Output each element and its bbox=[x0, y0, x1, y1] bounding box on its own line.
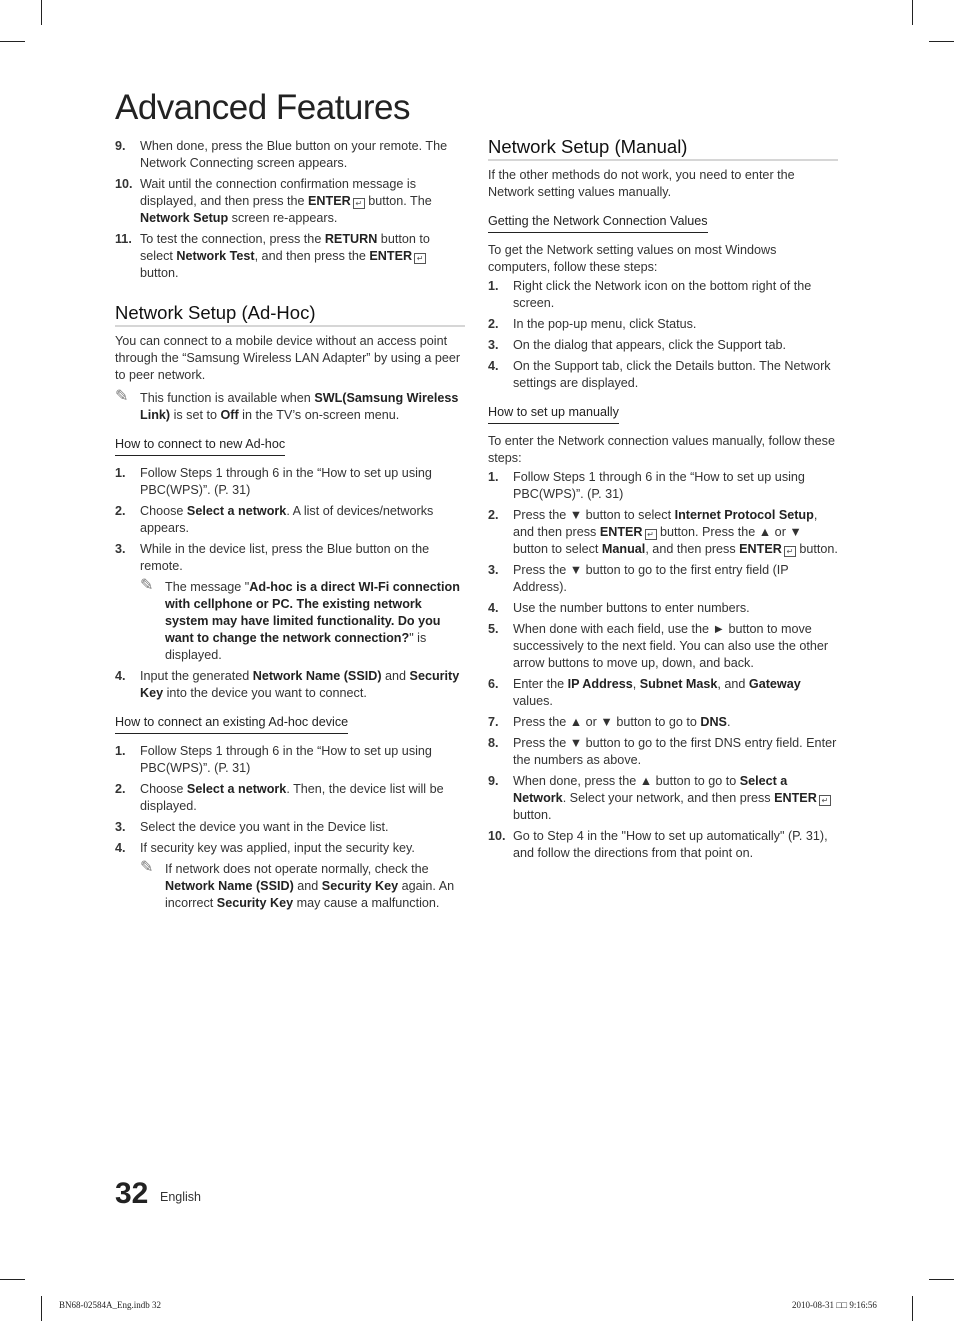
step-number: 4. bbox=[488, 601, 499, 615]
text: Follow Steps 1 through 6 in the “How to set up using PBC(WPS)”. (P. 31) bbox=[140, 744, 432, 775]
step-text bbox=[513, 337, 838, 354]
step-number: 1. bbox=[488, 279, 499, 293]
step-number: 3. bbox=[488, 563, 499, 577]
text: , and then press bbox=[513, 508, 818, 539]
crop-mark bbox=[912, 0, 913, 25]
bold-text: Ad-hoc is a direct WI-Fi connection with cellphone or PC. The existing network system may have limited functionality. Do you want to change the network connection? bbox=[165, 580, 460, 645]
crop-mark bbox=[929, 1279, 954, 1280]
manual-intro: If the other methods do not work, you need to enter the Network setting values manually. bbox=[488, 168, 795, 199]
bold-text: ENTER bbox=[599, 525, 643, 539]
step-text bbox=[140, 465, 465, 499]
step-text bbox=[513, 621, 838, 672]
note-text bbox=[165, 862, 454, 910]
enter-icon: ↵ bbox=[353, 198, 365, 209]
text: , bbox=[632, 677, 640, 691]
crop-mark bbox=[41, 1296, 42, 1321]
new-adhoc-steps bbox=[115, 465, 465, 702]
list-item bbox=[488, 676, 838, 710]
setup-manually-intro: To enter the Network connection values manually, follow these steps: bbox=[488, 434, 835, 465]
step-note bbox=[140, 861, 465, 912]
step-text bbox=[513, 562, 838, 596]
step-number: 1. bbox=[115, 466, 126, 480]
text: button. bbox=[795, 542, 838, 556]
text: This function is available when bbox=[140, 391, 315, 405]
list-item bbox=[488, 621, 838, 672]
text: Press the ▼ button to select bbox=[513, 508, 675, 522]
text: . A list of devices/networks appears. bbox=[140, 504, 434, 535]
existing-adhoc-heading: How to connect an existing Ad-hoc device bbox=[115, 714, 348, 734]
bold-text: Security Key bbox=[321, 879, 399, 893]
enter-icon: ↵ bbox=[414, 253, 426, 264]
pencil-icon: ✎ bbox=[115, 388, 129, 405]
get-values-steps bbox=[488, 278, 838, 392]
step-text bbox=[513, 507, 838, 558]
crop-mark bbox=[0, 1279, 25, 1280]
step-text bbox=[140, 231, 465, 282]
list-item bbox=[115, 668, 465, 702]
list-item bbox=[115, 503, 465, 537]
page-number: 32 bbox=[115, 1177, 149, 1210]
text: " is displayed. bbox=[165, 631, 427, 662]
step-number: 1. bbox=[115, 744, 126, 758]
text: values. bbox=[513, 694, 553, 708]
note-text bbox=[140, 391, 458, 422]
list-item bbox=[488, 562, 838, 596]
step-text bbox=[140, 503, 465, 537]
text: and bbox=[293, 879, 322, 893]
step-text bbox=[513, 735, 838, 769]
text: When done, press the ▲ button to go to bbox=[513, 774, 740, 788]
step-text bbox=[140, 819, 465, 836]
list-item bbox=[115, 840, 465, 912]
pencil-icon: ✎ bbox=[140, 859, 154, 876]
text: may cause a malfunction. bbox=[293, 896, 440, 910]
bold-text: Select a Network bbox=[513, 774, 788, 805]
list-item bbox=[115, 819, 465, 836]
bold-text: Subnet Mask bbox=[639, 677, 718, 691]
manual-heading: Network Setup (Manual) bbox=[488, 138, 838, 161]
step-number: 1. bbox=[488, 470, 499, 484]
text: Choose bbox=[140, 782, 187, 796]
list-item bbox=[115, 465, 465, 499]
step-number: 4. bbox=[488, 359, 499, 373]
step-number: 10. bbox=[488, 829, 506, 843]
text: Go to Step 4 in the "How to set up automatically" (P. 31), and follow the directions from that point on. bbox=[513, 829, 828, 860]
text: button. bbox=[513, 808, 552, 822]
slug-file: BN68-02584A_Eng.indb 32 bbox=[59, 1300, 161, 1310]
step-number: 3. bbox=[115, 820, 126, 834]
adhoc-intro: You can connect to a mobile device without an access point through the “Samsung Wireless LAN Adapter” by using a peer to peer network. bbox=[115, 334, 461, 382]
crop-mark bbox=[0, 41, 25, 42]
text: On the Support tab, click the Details button. The Network settings are displayed. bbox=[513, 359, 831, 390]
list-item bbox=[488, 714, 838, 731]
bold-text: Network Name (SSID) bbox=[165, 879, 294, 893]
step-number: 2. bbox=[115, 782, 126, 796]
step-note bbox=[140, 579, 465, 664]
step-text bbox=[513, 600, 838, 617]
list-item bbox=[115, 541, 465, 664]
text: Right click the Network icon on the bottom right of the screen. bbox=[513, 279, 812, 310]
step-number: 5. bbox=[488, 622, 499, 636]
adhoc-heading: Network Setup (Ad-Hoc) bbox=[115, 304, 465, 327]
step-text bbox=[513, 316, 838, 333]
step-number: 7. bbox=[488, 715, 499, 729]
list-item bbox=[115, 743, 465, 777]
bold-text: IP Address bbox=[567, 677, 633, 691]
list-item bbox=[488, 358, 838, 392]
text: While in the device list, press the Blue button on the remote. bbox=[140, 542, 430, 573]
text: and bbox=[381, 669, 410, 683]
text: Input the generated bbox=[140, 669, 253, 683]
step-number: 9. bbox=[115, 139, 126, 153]
step-number: 8. bbox=[488, 736, 499, 750]
crop-mark bbox=[41, 0, 42, 25]
bold-text: Network Name (SSID) bbox=[252, 669, 382, 683]
step-number: 3. bbox=[488, 338, 499, 352]
step-text bbox=[140, 781, 465, 815]
list-item bbox=[115, 781, 465, 815]
text: . bbox=[726, 715, 731, 729]
step-number: 2. bbox=[488, 508, 499, 522]
list-item bbox=[115, 138, 465, 172]
bold-text: Network Setup bbox=[140, 211, 229, 225]
bold-text: Off bbox=[220, 408, 239, 422]
text: Press the ▼ button to go to the first entry field (IP Address). bbox=[513, 563, 789, 594]
text: Enter the bbox=[513, 677, 568, 691]
bold-text: RETURN bbox=[324, 232, 378, 246]
text: Use the number buttons to enter numbers. bbox=[513, 601, 750, 615]
text: . Then, the device list will be displayed. bbox=[140, 782, 444, 813]
text: On the dialog that appears, click the Support tab. bbox=[513, 338, 787, 352]
text: button to select bbox=[140, 232, 430, 263]
step-number: 2. bbox=[488, 317, 499, 331]
list-item bbox=[488, 507, 838, 558]
enter-icon: ↵ bbox=[819, 795, 831, 806]
setup-manually-heading: How to set up manually bbox=[488, 404, 619, 424]
step-number: 11. bbox=[115, 232, 132, 246]
text: When done, press the Blue button on your remote. The Network Connecting screen appears. bbox=[140, 139, 448, 170]
step-number: 9. bbox=[488, 774, 499, 788]
bold-text: ENTER bbox=[308, 194, 351, 208]
list-item bbox=[488, 600, 838, 617]
text: The message " bbox=[165, 580, 250, 594]
pencil-icon: ✎ bbox=[140, 577, 154, 594]
new-adhoc-heading: How to connect to new Ad-hoc bbox=[115, 436, 285, 456]
step-number: 6. bbox=[488, 677, 499, 691]
text: Wait until the connection confirmation message is displayed, and then press the bbox=[140, 177, 417, 208]
list-item bbox=[115, 231, 465, 282]
text: To test the connection, press the bbox=[140, 232, 325, 246]
step-text bbox=[513, 676, 838, 710]
crop-mark bbox=[912, 1296, 913, 1321]
step-text bbox=[513, 469, 838, 503]
step-text bbox=[140, 840, 465, 857]
page-language: English bbox=[160, 1190, 201, 1204]
list-item bbox=[488, 469, 838, 503]
crop-mark bbox=[929, 41, 954, 42]
step-number: 2. bbox=[115, 504, 126, 518]
text: again. An incorrect bbox=[165, 879, 455, 910]
get-values-intro: To get the Network setting values on most Windows computers, follow these steps: bbox=[488, 243, 777, 274]
list-item bbox=[488, 773, 838, 824]
step-number: 10. bbox=[115, 177, 133, 191]
text: Choose bbox=[140, 504, 187, 518]
bold-text: Gateway bbox=[748, 677, 801, 691]
steps-top bbox=[115, 138, 465, 282]
text: button. The bbox=[364, 194, 432, 208]
text: Press the ▼ button to go to the first DNS entry field. Enter the numbers as above. bbox=[513, 736, 837, 767]
step-text bbox=[140, 138, 465, 172]
step-text bbox=[513, 278, 838, 312]
setup-manually-steps bbox=[488, 469, 838, 862]
bold-text: Select a network bbox=[186, 782, 287, 796]
slug-date: 2010-08-31 □□ 9:16:56 bbox=[792, 1300, 877, 1310]
text: . Select your network, and then press bbox=[562, 791, 775, 805]
step-text bbox=[140, 668, 465, 702]
step-text bbox=[513, 828, 838, 862]
list-item bbox=[488, 316, 838, 333]
get-values-heading: Getting the Network Connection Values bbox=[488, 213, 708, 233]
step-text bbox=[513, 773, 838, 824]
step-number: 4. bbox=[115, 669, 126, 683]
bold-text: Manual bbox=[601, 542, 646, 556]
step-text bbox=[513, 358, 838, 392]
text: in the TV’s on-screen menu. bbox=[238, 408, 400, 422]
bold-text: ENTER bbox=[774, 791, 817, 805]
adhoc-note bbox=[115, 390, 465, 424]
text: , and then press bbox=[645, 542, 740, 556]
list-item bbox=[488, 828, 838, 862]
bold-text: ENTER bbox=[739, 542, 782, 556]
bold-text: Select a network bbox=[186, 504, 287, 518]
text: Press the ▲ or ▼ button to go to bbox=[513, 715, 701, 729]
text: , and then press the bbox=[254, 249, 370, 263]
bold-text: DNS bbox=[700, 715, 727, 729]
text: button. bbox=[140, 266, 179, 280]
note-text bbox=[165, 580, 460, 662]
list-item bbox=[488, 735, 838, 769]
text: Select the device you want in the Device list. bbox=[140, 820, 389, 834]
step-number: 4. bbox=[115, 841, 126, 855]
enter-icon: ↵ bbox=[784, 546, 796, 557]
text: If security key was applied, input the security key. bbox=[140, 841, 415, 855]
step-text bbox=[140, 743, 465, 777]
text: When done with each field, use the ► button to move successively to the next field. You can also use the other arrow buttons to move up, down, and back. bbox=[513, 622, 829, 670]
bold-text: Internet Protocol Setup bbox=[674, 508, 814, 522]
text: , and bbox=[717, 677, 749, 691]
text: is set to bbox=[170, 408, 221, 422]
left-column bbox=[115, 138, 465, 916]
list-item bbox=[115, 176, 465, 227]
step-number: 3. bbox=[115, 542, 126, 556]
bold-text: ENTER bbox=[369, 249, 413, 263]
bold-text: Network Test bbox=[176, 249, 255, 263]
list-item bbox=[488, 278, 838, 312]
enter-icon: ↵ bbox=[645, 529, 657, 540]
text: into the device you want to connect. bbox=[163, 686, 367, 700]
text: button. Press the ▲ or ▼ button to select bbox=[513, 525, 802, 556]
page-title: Advanced Features bbox=[115, 88, 411, 127]
text: Follow Steps 1 through 6 in the “How to set up using PBC(WPS)”. (P. 31) bbox=[513, 470, 805, 501]
text: If network does not operate normally, check the bbox=[165, 862, 429, 876]
right-column bbox=[488, 138, 838, 866]
bold-text: Security Key bbox=[216, 896, 294, 910]
bold-text: SWL(Samsung Wireless Link) bbox=[140, 391, 459, 422]
text: Follow Steps 1 through 6 in the “How to set up using PBC(WPS)”. (P. 31) bbox=[140, 466, 432, 497]
text: screen re-appears. bbox=[228, 211, 338, 225]
list-item bbox=[488, 337, 838, 354]
existing-adhoc-steps bbox=[115, 743, 465, 912]
step-text bbox=[513, 714, 838, 731]
bold-text: Security Key bbox=[140, 669, 460, 700]
text: In the pop-up menu, click Status. bbox=[513, 317, 697, 331]
step-text bbox=[140, 541, 465, 575]
step-text bbox=[140, 176, 465, 227]
